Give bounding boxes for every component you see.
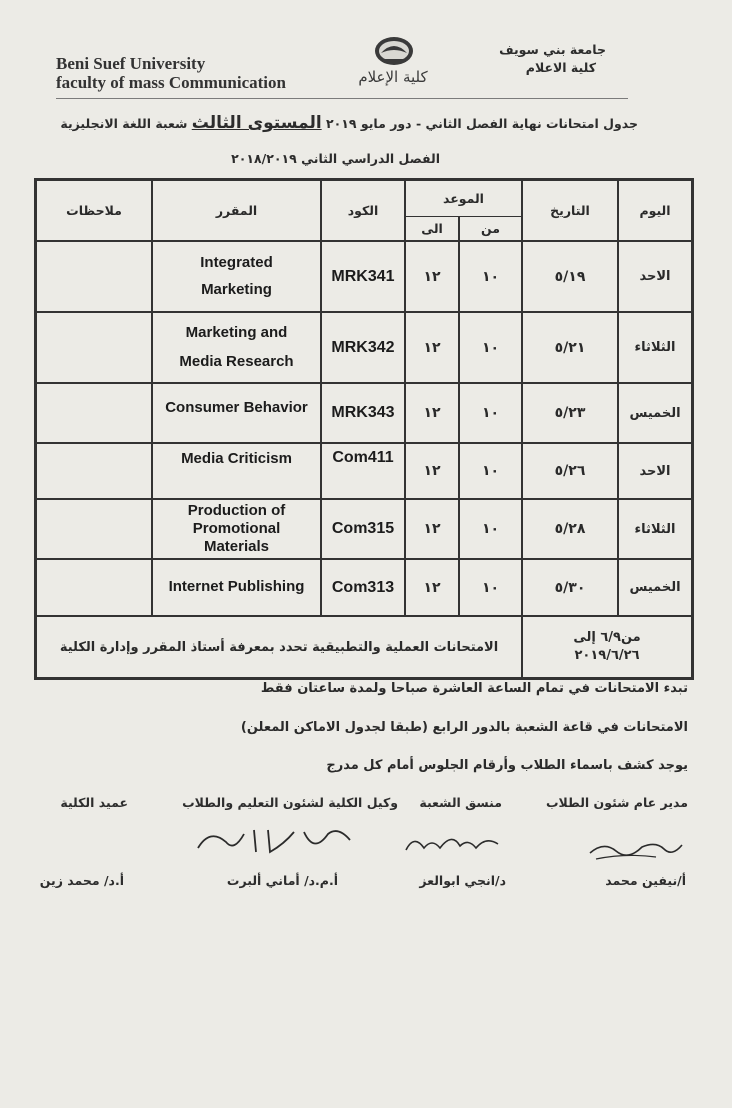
practical-period	[523, 617, 691, 677]
row-3-day: الخميس	[629, 405, 681, 421]
row-1-from: ١٠	[481, 268, 500, 285]
signature-2	[402, 828, 502, 862]
practical-period-line-1: من٦/٩ إلى	[573, 629, 641, 645]
university-name-ar: جامعة بني سويف	[499, 42, 606, 57]
row-6-from: ١٠	[481, 579, 500, 596]
row-5-course-line-1: Production of	[187, 502, 286, 519]
signatory-3-title: وكيل الكلية لشئون التعليم والطلاب	[182, 795, 398, 810]
row-5-code: Com315	[331, 520, 395, 537]
row-2-from: ١٠	[481, 339, 500, 356]
faculty-logo	[352, 34, 434, 92]
signature-3	[194, 822, 354, 862]
row-1-to: ١٢	[423, 268, 441, 285]
header-from: من	[481, 221, 500, 236]
logo-caption: كلية الإعلام	[358, 68, 428, 86]
row-4-code: Com411	[332, 449, 394, 466]
note-student-list: يوجد كشف باسماء الطلاب وأرقام الجلوس أمام كل مدرج	[326, 758, 688, 773]
signatory-4-name: أ.د/ محمد زين	[39, 873, 124, 888]
semester-line: الفصل الدراسي الثاني ٢٠١٨/٢٠١٩	[231, 151, 440, 166]
practical-period-line-2: ٢٠١٩/٦/٢٦	[574, 648, 640, 663]
row-4-to: ١٢	[423, 463, 441, 479]
title-suffix: شعبة اللغة الانجليزية	[60, 116, 188, 131]
university-name-en: Beni Suef University	[56, 54, 206, 73]
practical-exams-note: الامتحانات العملية والتطبيقية تحدد بمعرفة أستاذ المقرر وإدارة الكلية	[59, 639, 499, 655]
signature-1	[586, 833, 686, 867]
row-5-from: ١٠	[481, 521, 500, 537]
row-1-course-line-1: Integrated	[200, 254, 273, 272]
row-2-course	[153, 313, 320, 382]
signatory-4-title: عميد الكلية	[60, 795, 128, 810]
row-5-to: ١٢	[423, 521, 441, 537]
row-3-from: ١٠	[481, 405, 500, 421]
row-4-from: ١٠	[481, 463, 500, 479]
row-5-course	[153, 500, 320, 558]
header-notes: ملاحظات	[66, 203, 122, 218]
signatory-3-name: أ.م.د/ أماني ألبرت	[226, 873, 338, 888]
row-6-course: Internet Publishing	[168, 578, 305, 596]
row-6-date: ٥/٣٠	[554, 579, 586, 596]
row-2-day: الثلاثاء	[634, 340, 676, 355]
header-code: الكود	[347, 203, 379, 218]
row-5-day: الثلاثاء	[634, 521, 676, 537]
row-3-date: ٥/٢٣	[554, 405, 586, 421]
row-4-course: Media Criticism	[181, 449, 292, 467]
row-1-course	[153, 242, 320, 311]
row-3-code: MRK343	[331, 404, 395, 421]
header-date: التاريخ	[550, 203, 590, 218]
faculty-name-ar: كلية الاعلام	[525, 60, 596, 75]
row-4-date: ٥/٢٦	[554, 463, 586, 479]
header-divider	[56, 98, 628, 99]
row-5-course-line-3: Materials	[203, 538, 270, 555]
header-course: المقرر	[215, 203, 258, 218]
row-5-course-line-2: Promotional	[192, 520, 281, 537]
header-day: اليوم	[639, 203, 671, 218]
row-2-to: ١٢	[423, 339, 441, 356]
signatory-2-name: د/انجي ابوالعز	[419, 873, 506, 888]
title-level: المستوى الثالث	[191, 113, 322, 133]
row-3-course: Consumer Behavior	[165, 398, 308, 416]
row-1-date: ٥/١٩	[554, 268, 586, 285]
exam-schedule-title	[28, 113, 638, 133]
row-6-day: الخميس	[629, 580, 681, 595]
row-6-code: Com313	[331, 578, 395, 596]
signatory-1-title: مدير عام شئون الطلاب	[546, 795, 688, 810]
signatory-1-name: أ/نيفين محمد	[605, 873, 686, 888]
row-2-course-line-1: Marketing and	[185, 324, 288, 342]
note-exam-location: الامتحانات في قاعة الشعبة بالدور الرابع (طبقا لجدول الاماكن المعلن)	[240, 720, 688, 735]
header-to: الى	[421, 221, 443, 236]
row-6-to: ١٢	[423, 579, 441, 596]
row-5-date: ٥/٢٨	[554, 521, 586, 537]
row-1-day: الاحد	[639, 269, 671, 284]
row-4-day: الاحد	[639, 463, 671, 479]
signatory-2-title: منسق الشعبة	[419, 795, 502, 810]
row-1-course-line-2: Marketing	[201, 280, 272, 298]
note-exam-time: تبدء الامتحانات في تمام الساعة العاشرة صباحا ولمدة ساعتان فقط	[260, 681, 688, 696]
row-2-date: ٥/٢١	[554, 339, 586, 356]
row-2-code: MRK342	[331, 338, 395, 356]
row-2-course-line-2: Media Research	[179, 352, 294, 370]
header-time: الموعد	[443, 191, 484, 206]
row-3-to: ١٢	[423, 405, 441, 421]
title-prefix: جدول امتحانات نهاية الفصل الثاني - دور مايو ٢٠١٩	[326, 116, 638, 131]
row-1-code: MRK341	[331, 267, 395, 285]
faculty-name-en: faculty of mass Communication	[56, 73, 286, 92]
exam-table	[34, 178, 694, 680]
